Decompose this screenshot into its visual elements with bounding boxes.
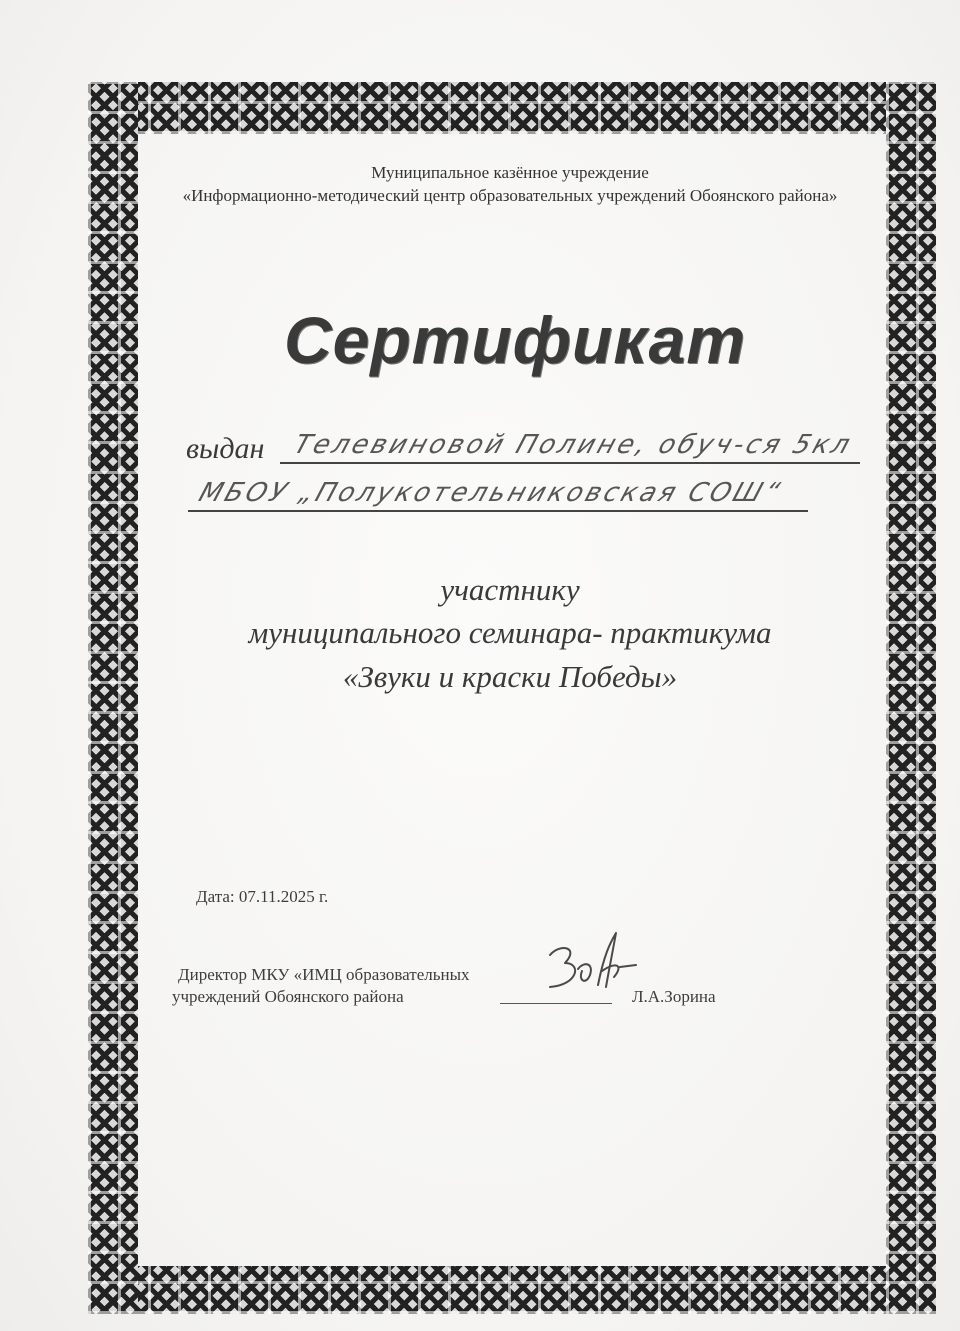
issued-label: выдан (186, 432, 265, 465)
recipient-name-handwritten: Телевиновой Полине, обуч-ся 5кл (290, 430, 857, 460)
director-position-line2: учреждений Обоянского района (172, 987, 404, 1006)
ornament-border-right (886, 82, 936, 1314)
ornament-border-top (88, 82, 924, 134)
event-name: «Звуки и краски Победы» (342, 659, 678, 694)
director-signature (520, 925, 640, 1005)
ornament-border-left (88, 82, 138, 1314)
ornament-border-bottom (88, 1266, 924, 1314)
signer-name: Л.А.Зорина (632, 987, 716, 1006)
institution-name: «Информационно-методический центр образовательных учреждений Обоянского района» (182, 186, 838, 205)
institution-type: Муниципальное казённое учреждение (371, 163, 649, 182)
fill-in-line-1 (280, 462, 860, 464)
participant-label: участнику (440, 572, 580, 607)
fill-in-line-2 (188, 510, 808, 512)
issue-date: Дата: 07.11.2025 г. (196, 887, 329, 906)
certificate-title: Сертификат (283, 303, 747, 377)
event-type: муниципального семинара- практикума (248, 615, 772, 650)
recipient-school-handwritten: МБОУ „Полукотельниковская СОШ“ (195, 478, 786, 508)
director-position-line1: Директор МКУ «ИМЦ образовательных (178, 965, 470, 984)
